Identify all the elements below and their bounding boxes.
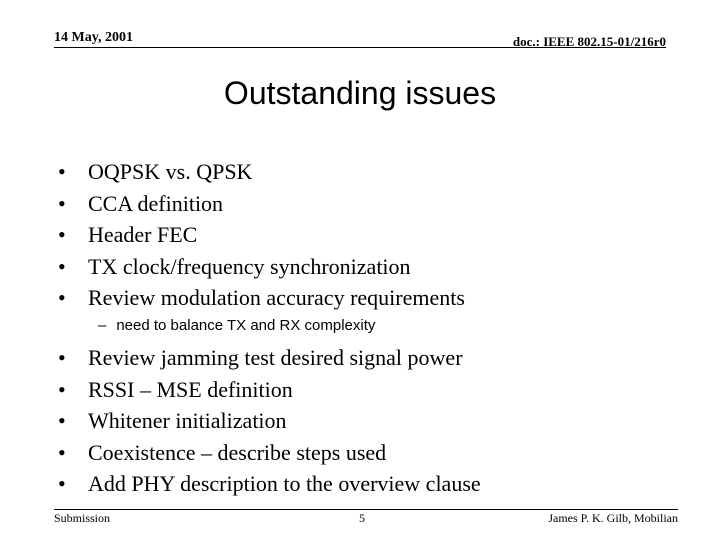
dash-icon: – <box>98 317 107 334</box>
bullet-icon: • <box>58 285 66 311</box>
bullet-item <box>58 156 465 188</box>
header-date: 14 May, 2001 <box>54 30 133 45</box>
bullet-item <box>58 374 481 406</box>
header-doc-id: doc.: IEEE 802.15-01/216r0 <box>512 34 666 49</box>
bullet-text: Header FEC <box>88 222 198 248</box>
bullet-icon: • <box>58 253 66 279</box>
slide-title: Outstanding issues <box>223 75 497 111</box>
page-number: 5 <box>359 511 365 525</box>
bullet-item <box>58 251 465 283</box>
bullet-list-secondary <box>58 342 481 500</box>
bullet-text: Add PHY description to the overview clause <box>88 471 481 497</box>
bullet-text: Whitener initialization <box>88 408 287 434</box>
bullet-item <box>58 219 465 251</box>
footer-divider <box>54 509 678 510</box>
bullet-text: TX clock/frequency synchronization <box>88 253 411 279</box>
footer-submission: Submission <box>54 511 111 525</box>
bullet-icon: • <box>58 376 66 402</box>
bullet-item <box>58 282 465 314</box>
bullet-text: Review jamming test desired signal power <box>88 345 463 370</box>
bullet-text: Coexistence – describe steps used <box>88 439 387 465</box>
footer-author: James P. K. Gilb, Mobilian <box>548 511 678 525</box>
bullet-text: Review modulation accuracy requirements <box>88 285 465 311</box>
bullet-text: CCA definition <box>88 190 224 216</box>
sub-bullet-text: need to balance TX and RX complexity <box>116 317 376 334</box>
bullet-item <box>58 405 481 437</box>
bullet-icon: • <box>58 222 66 248</box>
bullet-icon: • <box>58 345 66 370</box>
sub-bullet <box>98 317 375 334</box>
bullet-text: RSSI – MSE definition <box>88 376 293 402</box>
header-divider <box>54 47 666 48</box>
bullet-icon: • <box>58 408 66 434</box>
bullet-list-primary <box>58 156 465 314</box>
bullet-icon: • <box>58 471 66 497</box>
bullet-item <box>58 468 481 500</box>
bullet-item <box>58 188 465 220</box>
bullet-item <box>58 437 481 469</box>
bullet-item <box>58 342 481 374</box>
bullet-icon: • <box>58 190 66 216</box>
bullet-icon: • <box>58 159 66 184</box>
bullet-text: OQPSK vs. QPSK <box>88 159 253 184</box>
bullet-icon: • <box>58 439 66 465</box>
